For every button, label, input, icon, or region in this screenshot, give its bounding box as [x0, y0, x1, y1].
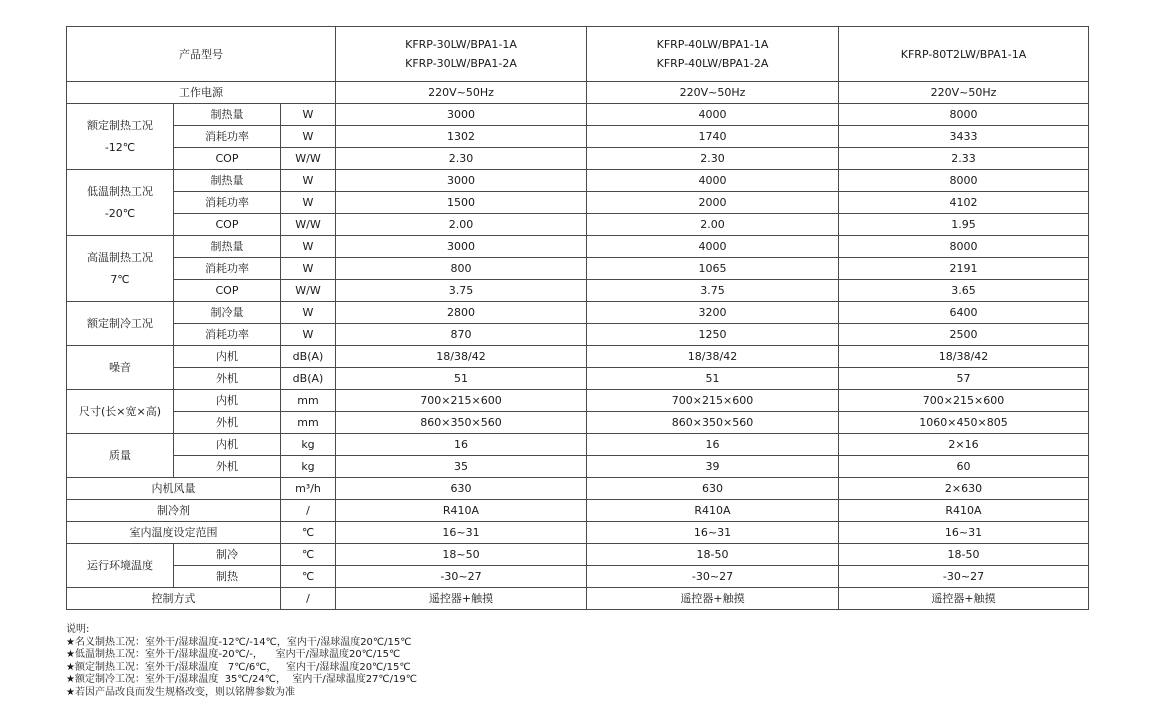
value-cell: 3.75: [336, 280, 587, 302]
unit-cell: mm: [281, 412, 336, 434]
note-line: ★额定制热工况：室外干/湿球温度 7℃/6℃， 室内干/湿球温度20℃/15℃: [66, 661, 411, 673]
value-cell: 57: [839, 368, 1089, 390]
unit-cell: dB(A): [281, 368, 336, 390]
item-cell: 内机: [174, 434, 281, 456]
value-cell: 18/38/42: [336, 346, 587, 368]
item-cell: 消耗功率: [174, 258, 281, 280]
item-cell: COP: [174, 280, 281, 302]
table-row-indoor-temp: [67, 522, 1089, 544]
value-cell: 3433: [839, 126, 1089, 148]
item-cell: 外机: [174, 368, 281, 390]
unit-cell: W/W: [281, 280, 336, 302]
model-1-cell: [336, 27, 587, 82]
table-row: [67, 346, 1089, 368]
header-label: 产品型号: [67, 27, 336, 82]
value-cell: 遥控器+触摸: [336, 588, 587, 610]
model-3-cell: KFRP-80T2LW/BPA1-1A: [839, 27, 1089, 82]
value-cell: 700×215×600: [336, 390, 587, 412]
value-cell: 3.75: [587, 280, 839, 302]
group-label-noise: 噪音: [67, 346, 174, 390]
value-cell: 1.95: [839, 214, 1089, 236]
model-2-line1: KFRP-40LW/BPA1-1A: [656, 38, 769, 51]
table-row: [67, 544, 1089, 566]
table-row-power: [67, 82, 1089, 104]
value-cell: 220V~50Hz: [336, 82, 587, 104]
item-cell: 外机: [174, 456, 281, 478]
value-cell: 遥控器+触摸: [839, 588, 1089, 610]
unit-cell: W: [281, 302, 336, 324]
value-cell: 2×16: [839, 434, 1089, 456]
airflow-label: 内机风量: [67, 478, 281, 500]
notes-title: 说明:: [66, 624, 90, 635]
value-cell: 630: [587, 478, 839, 500]
refrigerant-label: 制冷剂: [67, 500, 281, 522]
control-label: 控制方式: [67, 588, 281, 610]
value-cell: 4000: [587, 104, 839, 126]
unit-cell: W: [281, 192, 336, 214]
table-row: [67, 280, 1089, 302]
value-cell: 3200: [587, 302, 839, 324]
note-line: ★低温制热工况：室外干/湿球温度-20℃/-， 室内干/湿球温度20℃/15℃: [66, 649, 401, 661]
value-cell: 18-50: [839, 544, 1089, 566]
unit-cell: W/W: [281, 148, 336, 170]
group-label-line: 高温制热工况: [87, 250, 153, 264]
group-label-line: -20℃: [104, 206, 136, 220]
model-2-line2: KFRP-40LW/BPA1-2A: [656, 57, 769, 70]
item-cell: 制热量: [174, 170, 281, 192]
value-cell: 3.65: [839, 280, 1089, 302]
table-row: [67, 148, 1089, 170]
table-row: [67, 324, 1089, 346]
table-row: [67, 302, 1089, 324]
value-cell: 60: [839, 456, 1089, 478]
value-cell: 16: [587, 434, 839, 456]
value-cell: 870: [336, 324, 587, 346]
unit-cell: /: [281, 500, 336, 522]
item-cell: 消耗功率: [174, 192, 281, 214]
value-cell: 3000: [336, 236, 587, 258]
value-cell: 16~31: [336, 522, 587, 544]
unit-cell: kg: [281, 434, 336, 456]
value-cell: 1740: [587, 126, 839, 148]
value-cell: 8000: [839, 236, 1089, 258]
value-cell: 220V~50Hz: [587, 82, 839, 104]
group-label-line: 额定制热工况: [87, 118, 153, 132]
group-label-mass: 质量: [67, 434, 174, 478]
value-cell: R410A: [839, 500, 1089, 522]
item-cell: 制冷量: [174, 302, 281, 324]
value-cell: 2191: [839, 258, 1089, 280]
value-cell: 2.00: [336, 214, 587, 236]
group-label-line: -12℃: [104, 140, 136, 154]
value-cell: 800: [336, 258, 587, 280]
value-cell: 2.30: [587, 148, 839, 170]
unit-cell: W: [281, 236, 336, 258]
value-cell: 1250: [587, 324, 839, 346]
value-cell: 2×630: [839, 478, 1089, 500]
value-cell: 16~31: [587, 522, 839, 544]
note-line: ★额定制冷工况：室外干/湿球温度 35℃/24℃， 室内干/湿球温度27℃/19℃: [66, 674, 417, 686]
value-cell: R410A: [587, 500, 839, 522]
value-cell: 8000: [839, 170, 1089, 192]
value-cell: R410A: [336, 500, 587, 522]
value-cell: 1060×450×805: [839, 412, 1089, 434]
value-cell: 2.33: [839, 148, 1089, 170]
value-cell: 700×215×600: [587, 390, 839, 412]
group-label-ambient: 运行环境温度: [67, 544, 174, 588]
value-cell: 39: [587, 456, 839, 478]
value-cell: 遥控器+触摸: [587, 588, 839, 610]
value-cell: 18-50: [587, 544, 839, 566]
value-cell: 1065: [587, 258, 839, 280]
table-row: [67, 434, 1089, 456]
value-cell: 2.00: [587, 214, 839, 236]
table-row: [67, 236, 1089, 258]
value-cell: 18/38/42: [839, 346, 1089, 368]
unit-cell: W: [281, 324, 336, 346]
unit-cell: dB(A): [281, 346, 336, 368]
item-cell: 制冷: [174, 544, 281, 566]
unit-cell: mm: [281, 390, 336, 412]
item-cell: 内机: [174, 390, 281, 412]
notes-section: [66, 624, 666, 700]
indoor-temp-label: 室内温度设定范围: [67, 522, 281, 544]
value-cell: 18/38/42: [587, 346, 839, 368]
note-line: ★若因产品改良而发生规格改变，则以铭牌参数为准: [66, 686, 295, 698]
table-row: [67, 258, 1089, 280]
value-cell: 1302: [336, 126, 587, 148]
value-cell: 2000: [587, 192, 839, 214]
unit-cell: W: [281, 126, 336, 148]
value-cell: 35: [336, 456, 587, 478]
group-label-line: 低温制热工况: [87, 184, 153, 198]
value-cell: 6400: [839, 302, 1089, 324]
table-row-airflow: [67, 478, 1089, 500]
value-cell: -30~27: [336, 566, 587, 588]
table-row: [67, 104, 1089, 126]
table-row: [67, 368, 1089, 390]
unit-cell: ℃: [281, 566, 336, 588]
value-cell: 4000: [587, 170, 839, 192]
value-cell: 2.30: [336, 148, 587, 170]
value-cell: 860×350×560: [336, 412, 587, 434]
note-line: ★名义制热工况：室外干/湿球温度-12℃/-14℃，室内干/湿球温度20℃/15℃: [66, 636, 412, 648]
value-cell: -30~27: [839, 566, 1089, 588]
spec-table: [66, 26, 1089, 610]
value-cell: 16: [336, 434, 587, 456]
group-label-rated-heat: [67, 104, 174, 170]
unit-cell: kg: [281, 456, 336, 478]
value-cell: 1500: [336, 192, 587, 214]
table-row: [67, 192, 1089, 214]
group-label-line: 7℃: [110, 272, 130, 286]
value-cell: 2800: [336, 302, 587, 324]
value-cell: 8000: [839, 104, 1089, 126]
unit-cell: W/W: [281, 214, 336, 236]
value-cell: 3000: [336, 170, 587, 192]
value-cell: 16~31: [839, 522, 1089, 544]
value-cell: 51: [336, 368, 587, 390]
group-label-rated-cool: 额定制冷工况: [67, 302, 174, 346]
value-cell: 51: [587, 368, 839, 390]
model-1-line1: KFRP-30LW/BPA1-1A: [405, 38, 517, 51]
table-row: [67, 170, 1089, 192]
group-label-high-heat: [67, 236, 174, 302]
value-cell: 4102: [839, 192, 1089, 214]
table-row-control: [67, 588, 1089, 610]
item-cell: 内机: [174, 346, 281, 368]
item-cell: 外机: [174, 412, 281, 434]
item-cell: COP: [174, 148, 281, 170]
item-cell: 制热量: [174, 236, 281, 258]
value-cell: 2500: [839, 324, 1089, 346]
power-label: 工作电源: [67, 82, 336, 104]
table-row: [67, 390, 1089, 412]
value-cell: -30~27: [587, 566, 839, 588]
header-row: [67, 27, 1089, 82]
value-cell: 4000: [587, 236, 839, 258]
table-row: [67, 412, 1089, 434]
model-1-line2: KFRP-30LW/BPA1-2A: [405, 57, 517, 70]
table-row: [67, 126, 1089, 148]
model-2-cell: [587, 27, 839, 82]
unit-cell: W: [281, 104, 336, 126]
group-label-size: 尺寸(长×宽×高): [67, 390, 174, 434]
value-cell: 700×215×600: [839, 390, 1089, 412]
unit-cell: m³/h: [281, 478, 336, 500]
table-row: [67, 456, 1089, 478]
item-cell: COP: [174, 214, 281, 236]
item-cell: 消耗功率: [174, 126, 281, 148]
table-row: [67, 214, 1089, 236]
item-cell: 制热: [174, 566, 281, 588]
unit-cell: ℃: [281, 544, 336, 566]
group-label-low-heat: [67, 170, 174, 236]
value-cell: 3000: [336, 104, 587, 126]
value-cell: 18~50: [336, 544, 587, 566]
item-cell: 消耗功率: [174, 324, 281, 346]
value-cell: 860×350×560: [587, 412, 839, 434]
unit-cell: W: [281, 258, 336, 280]
value-cell: 220V~50Hz: [839, 82, 1089, 104]
value-cell: 630: [336, 478, 587, 500]
unit-cell: /: [281, 588, 336, 610]
unit-cell: ℃: [281, 522, 336, 544]
table-row: [67, 566, 1089, 588]
item-cell: 制热量: [174, 104, 281, 126]
unit-cell: W: [281, 170, 336, 192]
table-row-refrigerant: [67, 500, 1089, 522]
